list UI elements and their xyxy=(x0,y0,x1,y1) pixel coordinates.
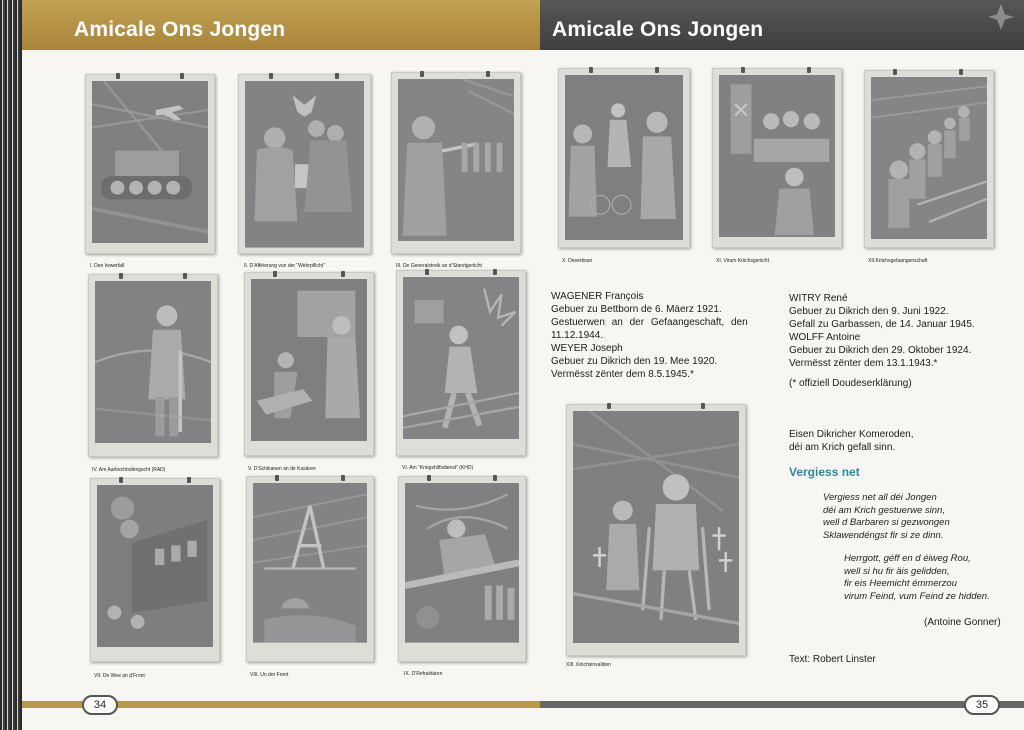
page-title: Amicale Ons Jongen xyxy=(552,18,764,41)
hook xyxy=(701,403,705,409)
text-line: Vermësst zënter dem 13.1.1943.* xyxy=(789,358,938,369)
poem-line: Herrgott, géff en d éiweg Rou, xyxy=(844,553,971,564)
text-line: Gebuer zu Dikrich den 9. Juni 1922. xyxy=(789,306,949,317)
deserter-relief-icon xyxy=(565,75,683,240)
plaque-caption-5: V. D’Schikanen an de Kasären xyxy=(248,466,316,472)
plaque-3 xyxy=(391,72,521,254)
plaque-10 xyxy=(558,68,690,248)
footer-line xyxy=(540,701,1024,708)
text-credit: Text: Robert Linster xyxy=(789,654,876,665)
hook xyxy=(119,477,123,483)
right-page xyxy=(540,0,1024,730)
poem-line: Vergiess net all déi Jongen xyxy=(823,492,937,503)
text-line: Vermësst zënter dem 8.5.1945.* xyxy=(551,369,694,380)
names-column-left xyxy=(551,290,748,381)
poem-line: well d Barbaren si gezwongen xyxy=(823,517,950,528)
text-line: WAGENER François xyxy=(551,291,644,302)
hook xyxy=(273,271,277,277)
plaque-caption-9: IX. D’Refraktären xyxy=(404,671,443,677)
hook xyxy=(807,67,811,73)
plaque-6 xyxy=(396,270,526,456)
hook xyxy=(119,273,123,279)
page-number: 35 xyxy=(964,695,1000,715)
barracks-drill-relief-icon xyxy=(251,279,367,441)
court-martial-relief-icon xyxy=(719,75,835,237)
poem-line: virum Feind, vum Feind ze hidden. xyxy=(844,590,990,602)
hook xyxy=(493,269,497,275)
plaque-1 xyxy=(85,74,215,254)
grave-helmet-relief-icon xyxy=(253,483,367,643)
hook xyxy=(893,69,897,75)
dedication xyxy=(789,428,914,454)
text-line: Gefall zu Garbassen, de 14. Januar 1945. xyxy=(789,319,975,330)
soldier-with-shovel-relief-icon xyxy=(95,281,211,443)
hook xyxy=(420,71,424,77)
text-line: 11.12.1944. xyxy=(551,330,604,341)
hook xyxy=(341,271,345,277)
plaque-caption-4: IV. Am Aarbechtsdéngscht (RAD) xyxy=(92,467,166,473)
running-woman-relief-icon xyxy=(403,277,519,439)
page-title: Amicale Ons Jongen xyxy=(74,18,286,41)
plaque-caption-2: II. D’Afféierung vun der “Wehrpflicht” xyxy=(244,263,325,269)
poem-stanza-1 xyxy=(823,492,950,542)
page-number: 34 xyxy=(82,695,118,715)
poem-line: déi am Krich gestuerwe sinn, xyxy=(823,504,945,516)
hook xyxy=(335,73,339,79)
plaque-13 xyxy=(566,404,746,656)
poem-stanza-2 xyxy=(844,553,990,603)
tank-and-plane-relief-icon xyxy=(92,81,208,243)
star-ornament-icon xyxy=(988,4,1014,30)
plaque-caption-8: VIII. Un der Front xyxy=(250,672,289,678)
plaque-5 xyxy=(244,272,374,456)
plaque-12 xyxy=(864,70,994,248)
hook xyxy=(427,475,431,481)
text-line: Gebuer zu Dikrich den 29. Oktober 1924. xyxy=(789,345,972,356)
plaque-caption-13: XIII. Kriichsinvaliden xyxy=(566,662,612,668)
hook xyxy=(425,269,429,275)
text-line: WOLFF Antoine xyxy=(789,332,861,343)
plaque-caption-11: XI. Virum Kriichsgeriicht xyxy=(716,258,769,264)
hook xyxy=(607,403,611,409)
hook xyxy=(183,273,187,279)
hook xyxy=(269,73,273,79)
hook xyxy=(741,67,745,73)
poem-line: Sklawendéngst fir si ze dinn. xyxy=(823,529,944,541)
eagle-proclamation-relief-icon xyxy=(245,81,364,248)
hook xyxy=(959,69,963,75)
text-line: Gebuer zu Bettborn de 6. Mäerz 1921. xyxy=(551,304,722,315)
plaque-caption-3: III. De Generalstreik an d’Standgeriicht xyxy=(396,263,482,269)
deportation-train-relief-icon xyxy=(97,485,213,647)
prisoners-march-relief-icon xyxy=(871,77,987,239)
hook xyxy=(116,73,120,79)
text-line: déi am Krich gefall sinn. xyxy=(789,442,896,453)
poem-title: Vergiess net xyxy=(789,465,860,479)
plaque-2 xyxy=(238,74,371,254)
hook xyxy=(589,67,593,73)
names-column-right xyxy=(789,292,975,370)
plaque-7 xyxy=(90,478,220,662)
plaque-9 xyxy=(398,476,526,662)
text-line: WITRY René xyxy=(789,293,848,304)
plaque-caption-6: VI. Am “Kriegshilfsdienst” (KHD) xyxy=(402,465,474,471)
header-band xyxy=(22,0,540,50)
plaque-11 xyxy=(712,68,842,248)
text-line: WEYER Joseph xyxy=(551,343,623,354)
plaque-caption-1: I. Den Iwwerfall xyxy=(90,263,125,269)
firing-squad-relief-icon xyxy=(398,79,514,241)
hook xyxy=(493,475,497,481)
book-page-edges xyxy=(0,0,22,730)
header-band xyxy=(540,0,1024,50)
poem-line: well si hu fir äis gelidden, xyxy=(844,565,950,577)
hook xyxy=(180,73,184,79)
plaque-caption-10: X. Desertioun xyxy=(562,258,593,264)
footnote: (* offiziell Doudeserklärung) xyxy=(789,378,912,389)
hook xyxy=(655,67,659,73)
poem-author: (Antoine Gonner) xyxy=(924,617,1001,628)
poem-line: fir eis Heemicht émmerzou xyxy=(844,578,957,589)
hook xyxy=(275,475,279,481)
plaque-caption-12: XII.Kriichsgefaangenschaft xyxy=(868,258,928,264)
text-line: Gestuerwen an der Gefaangeschaft, den xyxy=(551,317,748,328)
plaque-8 xyxy=(246,476,374,662)
hook xyxy=(486,71,490,77)
text-line: Eisen Dikricher Komeroden, xyxy=(789,429,914,440)
left-page xyxy=(22,0,540,730)
hiding-refractaires-relief-icon xyxy=(405,483,519,643)
hook xyxy=(187,477,191,483)
plaque-caption-7: VII. De Wee an d’Front xyxy=(94,673,145,679)
war-invalids-relief-icon xyxy=(573,411,739,643)
plaque-4 xyxy=(88,274,218,457)
hook xyxy=(341,475,345,481)
text-line: Gebuer zu Dikrich den 19. Mee 1920. xyxy=(551,356,718,367)
